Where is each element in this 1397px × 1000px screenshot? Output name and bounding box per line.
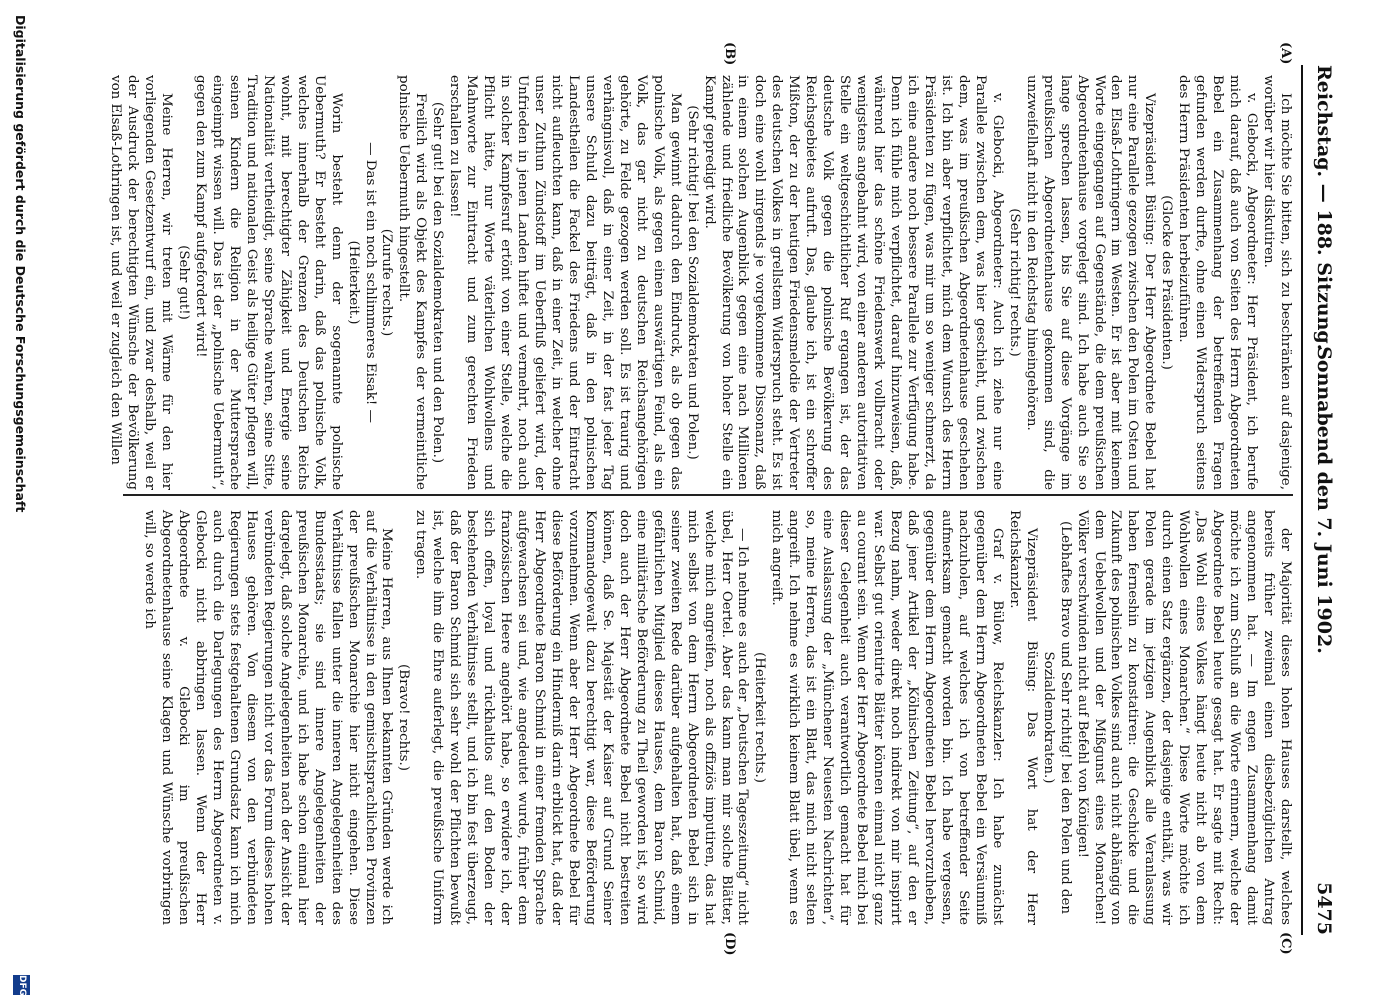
paragraph: (Sehr gut!) (176, 245, 192, 320)
margin-note-a: (A) (1278, 42, 1293, 65)
paragraph: (Zurufe rechts.) (379, 228, 395, 337)
paragraph: (Bravo! rechts.) (396, 664, 412, 771)
header-date: Sonnabend den 7. Juni 1902. (1313, 346, 1335, 654)
margin-note-b: (B) (722, 42, 737, 66)
left-text-column (108, 75, 1293, 490)
funding-note: Digitalisierung gefördert durch die Deutsche Forschungsgemeinschaft (13, 15, 28, 513)
paragraph: Ich möchte Sie bitten, sich zu beschränken auf dasjenige, worüber wir hier diskutiren. (1261, 75, 1293, 490)
paragraph: — Ich nehme es auch der „Deutschen Tageszeitung“ nicht übel, Herr Oertel. Aber das kann man mir solche Blätter, welche mich angreifen, noch als offiziös imputiren, das hat mich selbst von dem Herrn Abgeordneten Bebel sich in seiner zweiten Rede darüber aufgehalten hat, daß einem gefährlichen Mitglied dieses Hauses, dem Baron Schmid, eine militärische Beförderung zu Theil geworden ist, so wird doch auch der Herr Abgeordnete Bebel nicht bestreiten können, daß Se. Majestät der Kaiser auf Grund Seiner Kommandogewalt dazu berechtigt war, diese Beförderung vorzunehmen. Wenn aber der Herr Abgeordnete Bebel für diese Beförderung ein Hinderniß darin erblickt hat, daß der Herr Abgeordnete Baron Schmid in einer fremden Sprache aufgewachsen sei und, wie angedeutet wurde, früher dem französischen Heere angehört habe, so erwidere ich, der sich offen, loyal und rückhaltlos auf den Boden der bestehenden Verhältnisse stellt, und ich bin fest überzeugt, daß der Baron Schmid sich sehr wohl der Pflichten bewußt ist, welche ihm die Ehre auferlegt, die preußische Uniform zu tragen. (413, 510, 751, 925)
margin-note-c: (C) (1278, 932, 1293, 955)
paragraph: Man gewinnt dadurch den Eindruck, als ob gegen das polnische Volk, als gegen einen auswärtigen Feind, als ein Volk, das gar nicht zu deutschen Reichsangehörigen gehörte, zu Felde gezogen werden soll. Es ist traurig und verhängnisvoll, daß in einer Zeit, in der fast jeder Tag unsere Schuld dazu beiträgt, daß in den polnischen Landestheilen die Fackel des Friedens und der Eintracht nicht aufleuchten kann, daß in einer Zeit, in welcher ohne unser Zuthun Zündstoff im Ueberfluß geliefert wird, der Unfrieden in jenen Landen hiftet und vermehrt, noch auch in solcher Kampfesruf ertönt von einer Stelle, welche die Pflicht hätte, nur Worte väterlichen Wohlwollens und Mahnworte zur Eintracht und zum gerechten Frieden erschallen zu lassen! (447, 75, 683, 490)
page-footer (6, 0, 32, 1000)
paragraph: Freilich wird als Objekt des Kampfes der vermeintliche polnische Uebermuth hingestellt. (396, 75, 429, 490)
paragraph: v. Glebocki, Abgeordneter: Herr Präsident, ich berufe mich darauf, daß auch von Seiten des Herrn Abgeordneten Bebel ein Zusammenhang der betreffenden Fragen gefunden werden durfte, ohne einen Widerspruch seitens des Herrn Präsidenten herbeizuführen. (1176, 75, 1260, 490)
paragraph: (Sehr richtig! bei den Sozialdemokraten und Polen.) (684, 105, 700, 460)
paragraph: der Majorität dieses hohen Hauses darstellt, welches bereits früher zweimal einen diesbezüglichen Antrag angenommen hat. — Im engen Zusammenhang damit möchte ich zum Schluß an die Worte erinnern, welche der Abgeordnete Bebel heute gesagt hat. Er sagte mit Recht: „Das Wohl eines Volkes hängt heute nicht ab von dem Wohlwollen eines Monarchen.“ Diese Worte möchte ich durch einen Satz ergänzen, der dasjenige enthält, was wir Polen gerade im jetzigen Augenblick alle Veranlassung haben ferneshin zu konstatiren: die Geschicke und die Zukunft des polnischen Volkes sind auch nicht abhängig von dem Uebelwollen und der Mißgunst eines Monarchen! Völker verschwinden nicht auf Befehl von Königen! (1074, 510, 1293, 925)
paragraph: (Lebhaftes Bravo und Sehr richtig! bei den Polen und den Sozialdemokraten.) (1040, 520, 1073, 915)
paragraph: Vizepräsident Büsing: Das Wort hat der Herr Reichskanzler. (1006, 510, 1039, 925)
header-session: Reichstag. — 188. Sitzung. (1313, 65, 1335, 351)
paragraph: — Das ist ein noch schlimmeres Eisak! — (362, 142, 378, 423)
paragraph: Vizepräsident Büsing: Der Herr Abgeordnete Bebel hat nur eine Parallele gezogen zwischen den Polen im Osten und den Elsaß-Lothringern im Westen. Er ist aber mit keinem Worte eingegangen auf Gegenstände, die dem preußischen Abgeordnetenhause vorgelegt sind. Ich habe auch Sie so lange sprechen lassen, bis Sie auf diese Vorgänge im preußischen Abgeordnetenhause gekommen sind, die unzweifelhaft nicht in den Reichstag hineingehören. (1023, 75, 1158, 490)
column-divider (123, 494, 1293, 496)
paragraph: (Heiterkeit.) (345, 240, 361, 325)
page-header (1301, 65, 1337, 935)
paragraph: (Sehr gut! bei den Sozialdemokraten und den Polen.) (430, 101, 446, 464)
paragraph: Worin besteht denn der sogenannte polnische Uebermuth? Er besteht darin, daß das polnische Volk, welches innerhalb der Grenzen des Deutschen Reichs wohnt, mit berechtigter Zähigkeit und Energie seine Nationalität vertheidigt, seine Sprache wahren, seine Sitte, Tradition und nationalen Geist als heilige Güter pflegen will, seinen Kindern die Religion in der Muttersprache eingeimpft wissen will. Das ist der „polnische Uebermuth“, gegen den zum Kampf aufgefordert wird! (193, 75, 344, 490)
paragraph: (Heiterkeit rechts.) (752, 652, 768, 783)
page-number: 5475 (1313, 882, 1335, 935)
dfg-logo: DFG (13, 975, 30, 995)
paragraph: Meine Herren, wir treten mit Wärme für den hier vorliegenden Gesetzentwurf ein, und zwar deshalb, weil er der Ausdruck der berechtigten Wünsche der Bevölkerung von Elsaß-Lothringen ist, und weil er zugleich den Willen (108, 75, 175, 490)
paragraph: Graf v. Bülow, Reichskanzler: Ich habe zunächst gegenüber dem Herrn Abgeordneten Bebel ein Versäumniß nachzuholen, auf welches ich von betreffender Seite aufmerksam gemacht worden bin. Ich habe vergessen, gegenüber dem Herrn Abgeordneten Bebel hervorzuheben, daß jener Artikel der „Kölnischen Zeitung“, auf den er Bezug nahm, weder direkt noch indirekt von mir inspirirt war. Selbst gut orientirte Blätter können einmal nicht ganz au courant sein. Wenn der Herr Abgeordnete Bebel mich bei dieser Gelegenheit auch verantwortlich gemacht hat für eine Auslassung der „Münchener Neuesten Nachrichten“, so, meine Herren, das ist ein Blatt, das mich nicht selten angreift. Ich nehme es wirklich keinem Blatt übel, wenn es mich angreift. (769, 510, 1005, 925)
paragraph: (Glocke des Präsidenten.) (1159, 195, 1175, 370)
right-text-column (123, 510, 1293, 925)
paragraph: (Sehr richtig! rechts.) (1006, 208, 1022, 357)
paragraph: Meine Herren, aus Ihnen bekannten Gründen werde ich auf die Verhältnisse in den gemischtsprachlichen Provinzen der preußischen Monarchie hier nicht eingehen. Diese Verhältnisse fallen unter die inneren Angelegenheiten des Bundesstaats; sie sind innere Angelegenheiten der preußischen Monarchie, und ich habe schon einmal hier dargelegt, daß solche Angelegenheiten nach der Ansicht der verbündeten Regierungen nicht vor das Forum dieses hohen Hauses gehören. Von diesem von den verbündeten Regierungen stets festgehaltenen Grundsatz kann ich mich auch durch die Darlegungen des Herrn Abgeordneten v. Glebocki nicht abbringen lassen. Wenn der Herr Abgeordnete v. Glebocki im preußischen Abgeordnetenhause seine Klagen und Wünsche vorbringen will, so werde ich (142, 510, 395, 925)
paragraph: v. Glebocki, Abgeordneter: Auch ich ziehe nur eine Parallele zwischen dem, was hier geschieht, und zwischen dem, was im preußischen Abgeordnetenhause geschehen ist. Ich bin aber verpflichtet, mich dem Wunsch des Herrn Präsidenten zu fügen, was mir um so weniger schmerzt, da ich eine andere noch bessere Parallele zur Verfügung habe. Denn ich fühle mich verpflichtet, darauf hinzuweisen, daß, während hier das schöne Friedenswerk vollbracht oder wenigstens angebahnt wird, von einer anderen autoritativen Stelle ein weltgeschichtlicher Ruf ergangen ist, der das deutsche Volk gegen die polnische Bevölkerung des Reichsgebietes aufruft. Das, glaube ich, ist ein schroffer Mißton, der zu der heutigen Friedensmelodie der Vertreter des deutschen Volkes in grellstem Widerspruch steht. Es ist doch eine wohl nirgends je vorgekommene Dissonanz, daß in einem solchen Augenblick gegen eine nach Millionen zählende und friedliche Bevölkerung von hoher Stelle ein Kampf gepredigt wird. (701, 75, 1005, 490)
margin-note-d: (D) (722, 932, 737, 956)
